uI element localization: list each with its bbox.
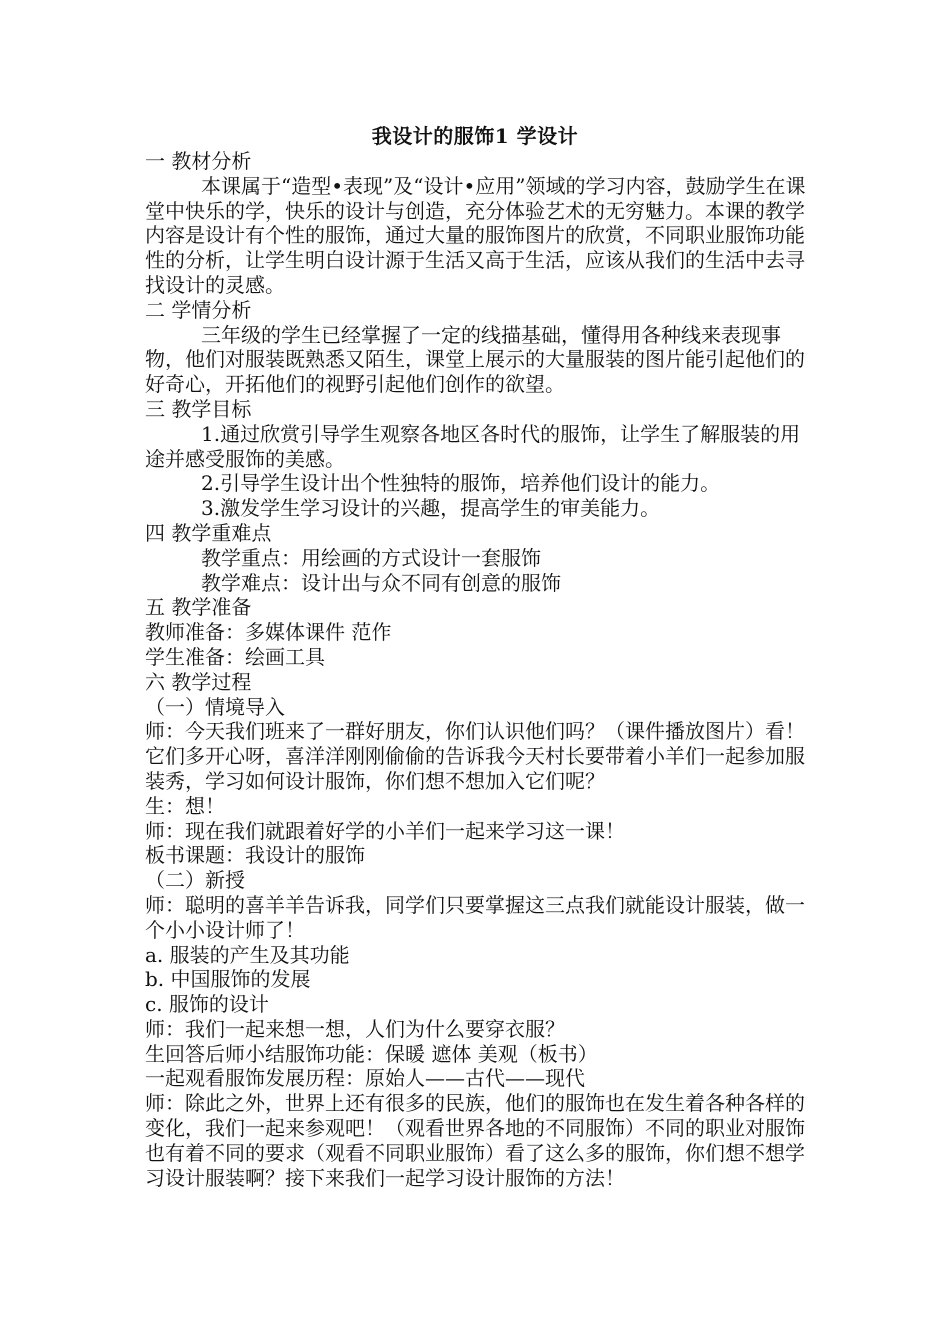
document-body [145, 149, 817, 1190]
section-heading-student-analysis: 二 学情分析 [145, 297, 252, 322]
dialogue-teacher-intro: 师：今天我们班来了一群好朋友，你们认识他们吗？（课件播放图片）看！它们多开心呀，喜洋洋刚刚偷偷的告诉我今天村长要带着小羊们一起参加服装秀，学习如何设计服饰，你们想不想加入它们呢？ [145, 719, 805, 793]
student-preparation: 学生准备：绘画工具 [145, 644, 325, 669]
paragraph-textbook-analysis: 本课属于“造型•表现”及“设计•应用”领域的学习内容，鼓励学生在课堂中快乐的学，快乐的设计与创造，充分体验艺术的无穷魅力。本课的教学内容是设计有个性的服饰，通过大量的服饰图片的欣赏，不同职业服饰功能性的分析，让学生明白设计源于生活又高于生活，应该从我们的生活中去寻找设计的灵感。 [145, 173, 806, 297]
subsection-heading-new-lesson: （二）新授 [145, 868, 245, 893]
document-title: 我设计的服饰1 学设计 [371, 124, 579, 148]
list-item-b: b. 中国服饰的发展 [145, 967, 311, 992]
section-heading-key-points: 四 教学重难点 [145, 520, 272, 545]
section-heading-teaching-goals: 三 教学目标 [145, 396, 252, 421]
section-heading-preparation: 五 教学准备 [145, 595, 252, 620]
section-heading-textbook-analysis: 一 教材分析 [145, 149, 252, 173]
goal-item-3: 3.激发学生学习设计的兴趣，提高学生的审美能力。 [201, 496, 661, 521]
dialogue-teacher-question: 师：我们一起来想一想，人们为什么要穿衣服？ [145, 1016, 565, 1041]
list-item-a: a. 服装的产生及其功能 [145, 942, 350, 967]
subsection-heading-intro: （一）情境导入 [145, 694, 285, 719]
summary-clothing-function: 生回答后师小结服饰功能：保暖 遮体 美观（板书） [145, 1041, 598, 1066]
paragraph-student-analysis: 三年级的学生已经掌握了一定的线描基础，懂得用各种线来表现事物，他们对服装既熟悉又陌生，课堂上展示的大量服装的图片能引起他们的好奇心，开拓他们的视野引起他们创作的欲望。 [145, 322, 805, 397]
goal-item-1: 1.通过欣赏引导学生观察各地区各时代的服饰，让学生了解服装的用途并感受服饰的美感。 [145, 421, 801, 471]
dialogue-student-reply: 生：想！ [145, 793, 225, 818]
dialogue-teacher-three-points: 师：聪明的喜羊羊告诉我，同学们只要掌握这三点我们就能设计服装，做一个小小设计师了！ [145, 892, 805, 942]
teacher-preparation: 教师准备：多媒体课件 范作 [145, 620, 392, 645]
list-item-c: c. 服饰的设计 [145, 992, 269, 1017]
dialogue-teacher-start: 师：现在我们就跟着好学的小羊们一起来学习这一课！ [145, 818, 625, 843]
key-point-difficulty: 教学难点：设计出与众不同有创意的服饰 [201, 570, 561, 595]
board-title: 板书课题：我设计的服饰 [145, 843, 365, 868]
key-point-focus: 教学重点：用绘画的方式设计一套服饰 [201, 545, 541, 570]
section-heading-teaching-process: 六 教学过程 [145, 669, 252, 694]
dialogue-teacher-world-clothing: 师：除此之外，世界上还有很多的民族，他们的服饰也在发生着各种各样的变化，我们一起来参观吧！（观看世界各地的不同服饰）不同的职业对服饰也有着不同的要求（观看不同职业服饰）看了这么多的服饰，你们想不想学习设计服装啊？接下来我们一起学习设计服饰的方法！ [145, 1091, 805, 1190]
goal-item-2: 2.引导学生设计出个性独特的服饰，培养他们设计的能力。 [201, 471, 721, 496]
clothing-history: 一起观看服饰发展历程：原始人——古代——现代 [145, 1066, 585, 1091]
